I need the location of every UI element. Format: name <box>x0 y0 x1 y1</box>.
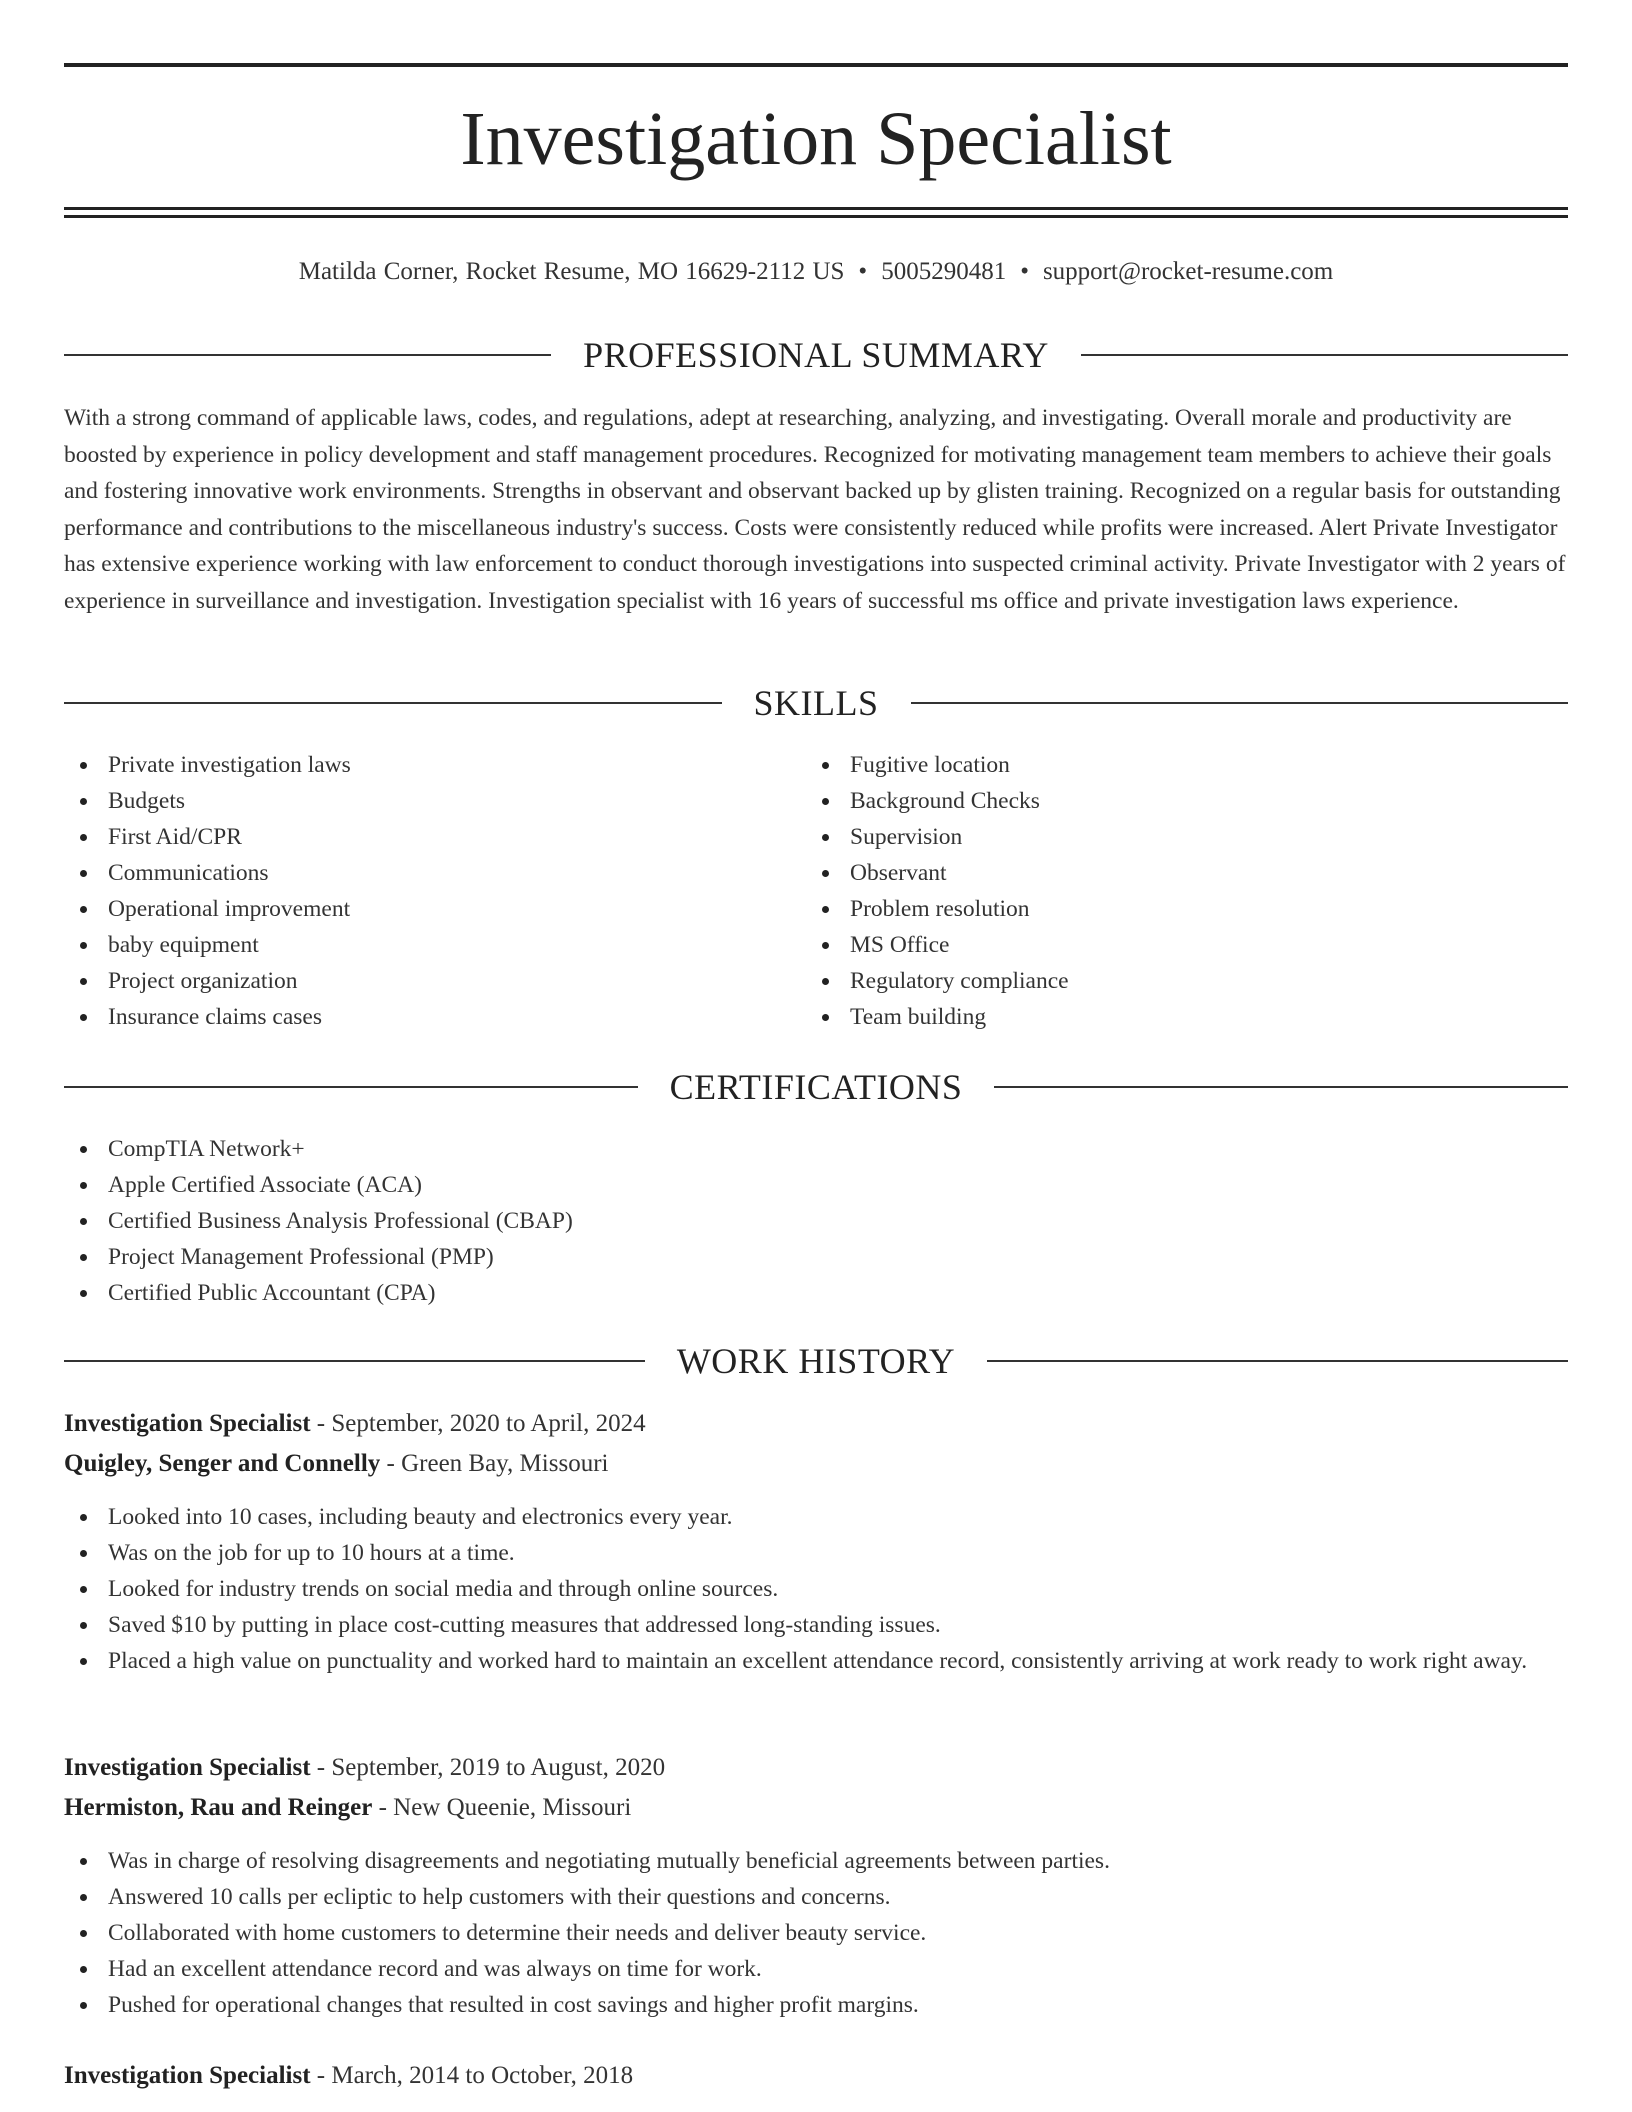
job-bullet: Looked into 10 cases, including beauty and electronics every year. <box>64 1499 1574 1535</box>
job-dates: - September, 2019 to August, 2020 <box>310 1754 666 1781</box>
contact-phone: 5005290481 <box>881 258 1007 285</box>
skill-item: Communications <box>64 855 764 891</box>
job-location: - New Queenie, Missouri <box>372 1794 632 1821</box>
skill-item: Fugitive location <box>806 747 1506 783</box>
skill-item: Private investigation laws <box>64 747 764 783</box>
skill-item: Insurance claims cases <box>64 999 764 1035</box>
skills-list-left <box>64 747 764 1035</box>
job-title: Investigation Specialist <box>64 2062 311 2089</box>
separator-dot: • <box>858 258 868 285</box>
contact-line <box>0 256 1632 288</box>
job-bullet: Had an excellent attendance record and was always on time for work. <box>64 1951 1574 1987</box>
job-bullet: Placed a high value on punctuality and worked hard to maintain an excellent attendance record, consistently arriving at work ready to work right away. <box>64 1643 1574 1679</box>
section-rule <box>64 702 722 704</box>
job-dates: - March, 2014 to October, 2018 <box>310 2062 634 2089</box>
job-title-line <box>64 2056 633 2096</box>
certifications-list <box>64 1131 1264 1311</box>
certification-item: Project Management Professional (PMP) <box>64 1239 1264 1275</box>
skill-item: Regulatory compliance <box>806 963 1506 999</box>
section-heading: CERTIFICATIONS <box>669 1067 963 1107</box>
summary-text: With a strong command of applicable laws, codes, and regulations, adept at researching, analyzing, and investigating. Overall morale and productivity are boosted by experience in policy development and staff management procedures. Recognized for motivating management team members to achieve their goals and fostering innovative work environments. Strengths in observant and observant backed up by glisten training. Recognized on a regular basis for outstanding performance and contributions to the miscellaneous industry's success. Costs were consistently reduced while profits were increased. Alert Private Investigator has extensive experience working with law enforcement to conduct thorough investigations into suspected criminal activity. Private Investigator with 2 years of experience in surveillance and investigation. Investigation specialist with 16 years of successful ms office and private investigation laws experience. <box>64 405 1566 614</box>
skill-item: Team building <box>806 999 1506 1035</box>
section-rule <box>64 354 551 356</box>
job-title: Investigation Specialist <box>64 1410 311 1437</box>
job-title: Investigation Specialist <box>64 1754 311 1781</box>
job-company-line <box>64 1788 631 1828</box>
section-work-history <box>64 1341 1568 1381</box>
section-rule <box>994 1086 1568 1088</box>
section-rule <box>1081 354 1568 356</box>
skill-item: First Aid/CPR <box>64 819 764 855</box>
skill-item: Supervision <box>806 819 1506 855</box>
section-summary <box>64 335 1568 375</box>
job-bullet: Saved $10 by putting in place cost-cutting measures that addressed long-standing issues. <box>64 1607 1574 1643</box>
job-title-line <box>64 1748 665 1788</box>
section-skills <box>64 683 1568 723</box>
title-rule-upper <box>64 207 1568 210</box>
skill-item: Observant <box>806 855 1506 891</box>
section-rule <box>64 1086 638 1088</box>
job-company: Hermiston, Rau and Reinger <box>64 1794 373 1821</box>
section-heading: SKILLS <box>753 683 879 723</box>
job-company: Quigley, Senger and Connelly <box>64 1450 381 1477</box>
job-bullet: Was on the job for up to 10 hours at a time. <box>64 1535 1574 1571</box>
skill-item: Budgets <box>64 783 764 819</box>
skill-item: Project organization <box>64 963 764 999</box>
certification-item: Apple Certified Associate (ACA) <box>64 1167 1264 1203</box>
skill-item: MS Office <box>806 927 1506 963</box>
job-bullet: Looked for industry trends on social media and through online sources. <box>64 1571 1574 1607</box>
skills-list-right <box>806 747 1506 1035</box>
section-rule <box>64 1360 645 1362</box>
top-rule <box>64 63 1568 67</box>
section-heading: PROFESSIONAL SUMMARY <box>583 335 1049 375</box>
resume-title: Investigation Specialist <box>460 97 1172 181</box>
contact-email: support@rocket-resume.com <box>1042 258 1334 285</box>
job-location: - Green Bay, Missouri <box>380 1450 609 1477</box>
job-bullet: Was in charge of resolving disagreements and negotiating mutually beneficial agreements between parties. <box>64 1843 1574 1879</box>
job-bullet: Collaborated with home customers to determine their needs and deliver beauty service. <box>64 1915 1574 1951</box>
separator-dot: • <box>1020 258 1029 285</box>
skill-item: baby equipment <box>64 927 764 963</box>
certification-item: Certified Business Analysis Professional (CBAP) <box>64 1203 1264 1239</box>
skill-item: Background Checks <box>806 783 1506 819</box>
contact-address: Matilda Corner, Rocket Resume, MO 16629-2112 US <box>298 258 845 285</box>
section-rule <box>987 1360 1568 1362</box>
job-bullets <box>64 1843 1574 2023</box>
skill-item: Problem resolution <box>806 891 1506 927</box>
section-certifications <box>64 1067 1568 1107</box>
section-rule <box>911 702 1569 704</box>
job-dates: - September, 2020 to April, 2024 <box>310 1410 646 1437</box>
title-rule-lower <box>64 215 1568 218</box>
job-bullet: Pushed for operational changes that resulted in cost savings and higher profit margins. <box>64 1987 1574 2023</box>
certification-item: CompTIA Network+ <box>64 1131 1264 1167</box>
job-bullet: Answered 10 calls per ecliptic to help customers with their questions and concerns. <box>64 1879 1574 1915</box>
job-title-line <box>64 1404 646 1444</box>
skill-item: Operational improvement <box>64 891 764 927</box>
job-company-line <box>64 1444 608 1484</box>
section-heading: WORK HISTORY <box>676 1341 956 1381</box>
job-bullets <box>64 1499 1574 1679</box>
certification-item: Certified Public Accountant (CPA) <box>64 1275 1264 1311</box>
